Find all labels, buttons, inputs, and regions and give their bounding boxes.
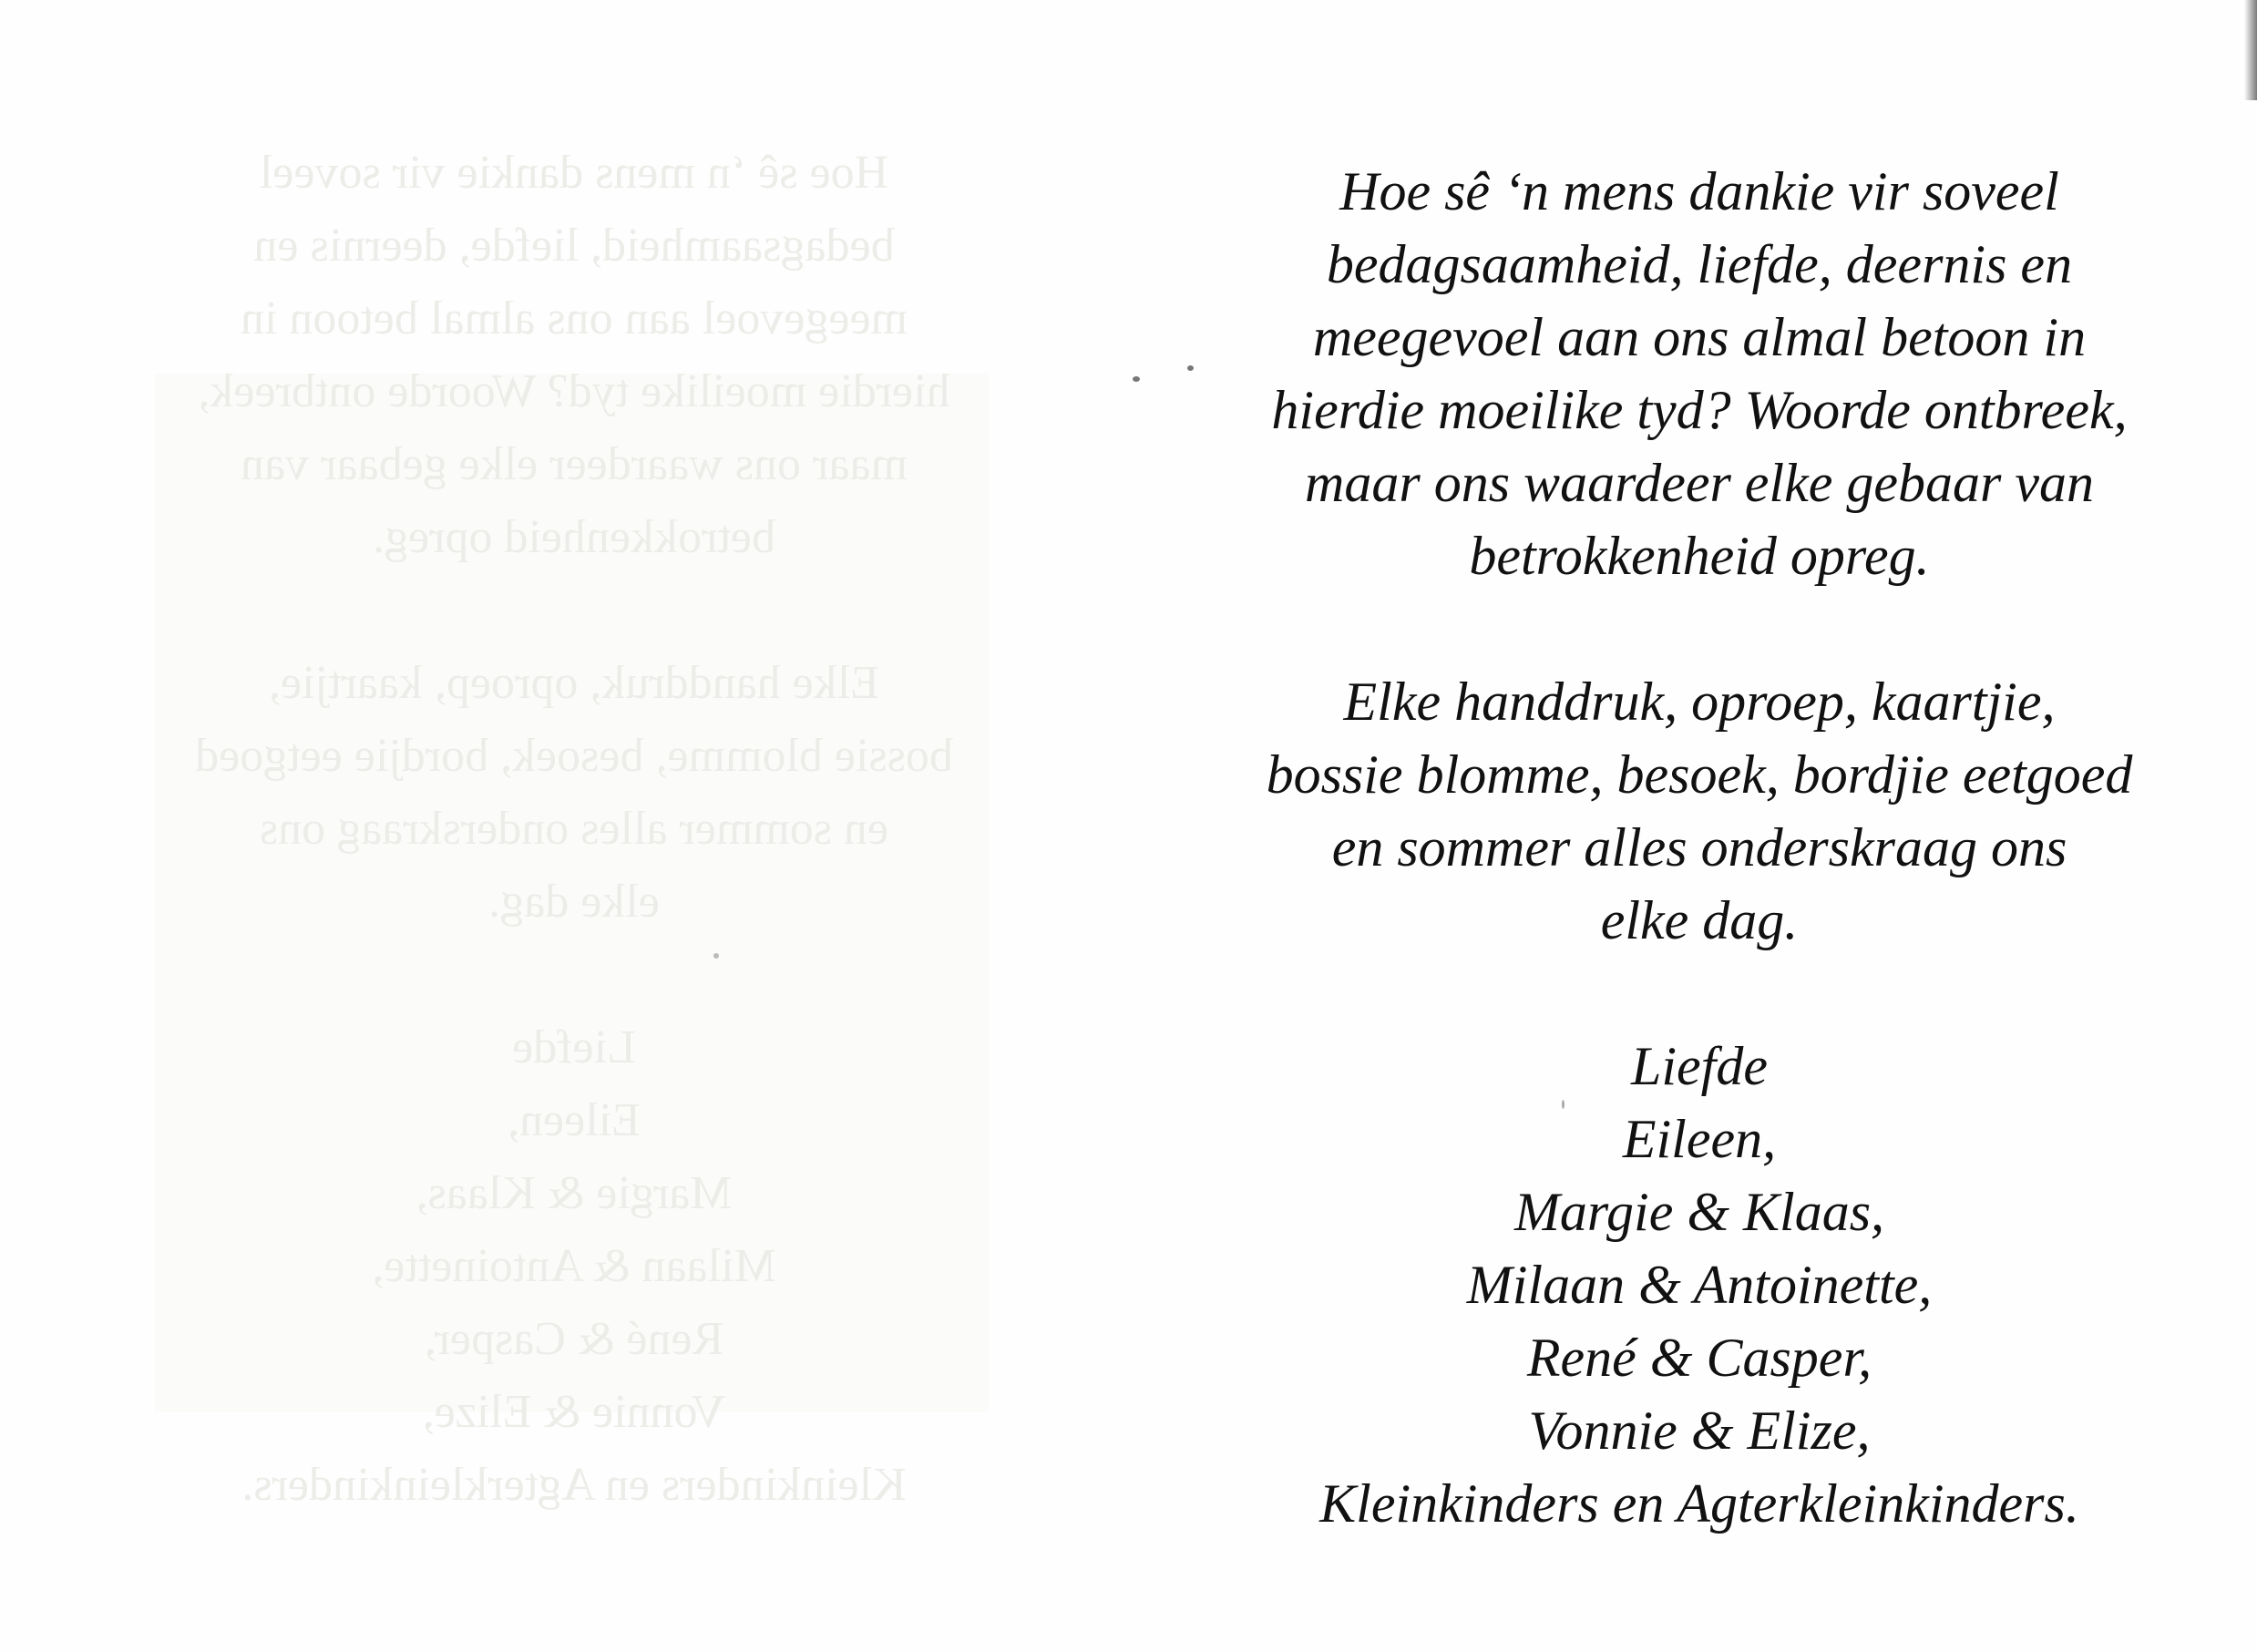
text-line: bedagsaamheid, liefde, deernis en	[1326, 234, 2073, 294]
ghost-line: Kleinkinders en Agterkleinkinders.	[241, 1459, 907, 1511]
closing-signature	[1221, 1030, 2178, 1540]
ghost-line: hierdie moeilike tyd? Woorde ontbreek,	[198, 365, 950, 417]
text-line: hierdie moeilike tyd? Woorde ontbreek,	[1271, 380, 2128, 440]
ghost-line: Eileen,	[508, 1094, 641, 1146]
closing-line: Milaan & Antoinette,	[1466, 1255, 1933, 1315]
scan-edge-shadow	[2244, 0, 2257, 100]
text-line: en sommer alles onderskraag ons	[1331, 817, 2067, 877]
ghost-line: meegevoel aan ons almal betoon in	[240, 292, 908, 344]
text-line: elke dag.	[1600, 890, 1799, 950]
closing-line: Vonnie & Elize,	[1528, 1401, 1871, 1461]
ghost-line: Hoe sê ‘n mens dankie vir soveel	[259, 147, 889, 199]
closing-line: Eileen,	[1622, 1109, 1777, 1169]
text-line: betrokkenheid opreg.	[1469, 526, 1930, 586]
ghost-line: Margie & Klaas,	[415, 1167, 733, 1219]
closing-line: René & Casper,	[1526, 1328, 1872, 1388]
dust-speck	[1187, 365, 1194, 371]
text-line: Elke handdruk, oproep, kaartjie,	[1343, 672, 2056, 732]
ghost-line: maar ons waardeer elke gebaar van	[241, 438, 908, 490]
reverse-side-show-through	[137, 137, 1011, 1595]
closing-line: Liefde	[1631, 1036, 1768, 1096]
ghost-line: Elke handdruk, oproep, kaartjie,	[269, 657, 879, 709]
ghost-line: Milaan & Antoinette,	[372, 1240, 776, 1292]
ghost-line: bossie blomme, besoek, bordjie eetgoed	[195, 730, 953, 782]
ghost-line: en sommer alles onderskraag ons	[259, 803, 889, 855]
support-paragraph	[1221, 665, 2178, 957]
dust-speck	[1133, 376, 1140, 382]
ghost-line: bedagsaamheid, liefde, deernis en	[253, 220, 895, 272]
text-line: bossie blomme, besoek, bordjie eetgoed	[1266, 744, 2133, 805]
dust-speck	[713, 953, 719, 959]
ghost-line: betrokkenheid opreg.	[373, 511, 775, 563]
text-line: meegevoel aan ons almal betoon in	[1312, 307, 2087, 367]
ghost-line: elke dag.	[488, 876, 660, 928]
closing-line: Margie & Klaas,	[1513, 1182, 1885, 1242]
text-line: Hoe sê ‘n mens dankie vir soveel	[1339, 161, 2059, 221]
closing-line: Kleinkinders en Agterkleinkinders.	[1319, 1473, 2079, 1534]
thank-you-text	[1221, 155, 2178, 1540]
text-line: maar ons waardeer elke gebaar van	[1305, 453, 2094, 513]
ghost-line: René & Casper,	[424, 1313, 724, 1365]
thank-you-paragraph	[1221, 155, 2178, 592]
ghost-line: Liefde	[512, 1021, 636, 1073]
ghost-line: Vonnie & Elize,	[422, 1386, 726, 1438]
